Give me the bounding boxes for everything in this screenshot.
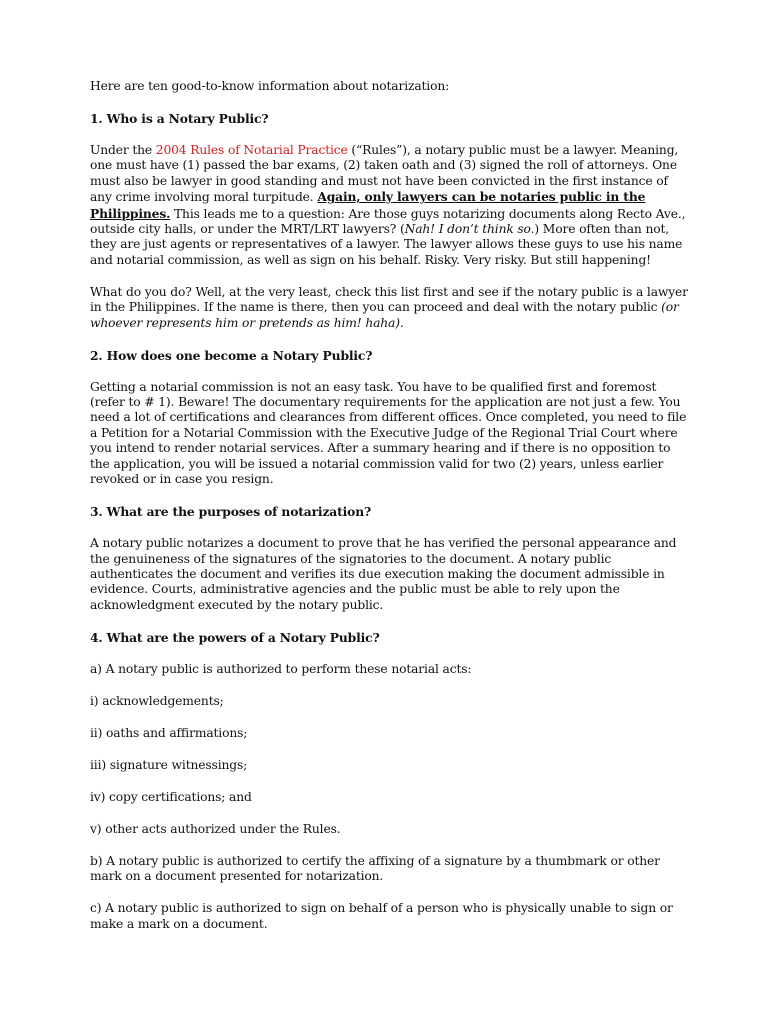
italic-aside: Nah! I don’t think so. — [404, 222, 535, 237]
list-item: i) acknowledgements; — [90, 693, 224, 708]
section-4-item-c: c) A notary public is authorized to sign on behalf of a person who is physically unable to sign or make a mark on a document. — [90, 901, 673, 931]
section-1-paragraph-2 — [90, 285, 690, 331]
section-4-heading: 4. What are the powers of a Notary Public? — [90, 629, 380, 645]
rules-link[interactable]: 2004 Rules of Notarial Practice — [155, 143, 348, 157]
section-2-heading: 2. How does one become a Notary Public? — [90, 347, 373, 363]
list-item: iii) signature witnessings; — [90, 757, 248, 772]
section-1-heading: 1. Who is a Notary Public? — [90, 111, 269, 126]
italic-aside: (or whoever represents him or pretends as him! haha) — [90, 300, 679, 330]
section-3-paragraph: A notary public notarizes a document to prove that he has verified the personal appearance and the genuineness of the signatures of the signatories to the document. A notary public authenticates the document and verifies its due execution making the document admissible in evidence. Courts, administrative agencies and the public must be able to rely upon the acknowledgment executed by the notary public. — [90, 536, 677, 612]
text-run: (“Rules”), a notary public must be a lawyer. Meaning, one must have (1) passed the bar exams, (2) taken oath and (3) signed the roll of attorneys. One must also be lawyer in good standing and must not have been convicted in the first instance of any crime involving moral turpitude. — [90, 143, 679, 205]
text-run: What do you do? Well, at the very least, check this list first and see if the notary public is a lawyer in the Philippines. If the name is there, then you can proceed and deal with the notary public — [90, 284, 688, 315]
text-run: ) More often than not, they are just agents or representatives of a lawyer. The lawyer allows these guys to use his name and notarial commission, as well as sign on his behalf. Risky. Very risky. But still happening! — [90, 222, 683, 267]
section-1-paragraph-1 — [90, 143, 690, 268]
section-2-paragraph: Getting a notarial commission is not an easy task. You have to be qualified first and foremost (refer to # 1). Beware! The documentary requirements for the application are not just a few. You need a lot of certifications and clearances from different offices. Once completed, you need to file a Petition for a Notarial Commission with the Executive Judge of the Regional Trial Court where you intend to render notarial services. After a summary hearing and if there is no opposition to the application, you will be issued a notarial commission valid for two (2) years, unless earlier revoked or in case you resign. — [90, 379, 687, 487]
intro-text: Here are ten good-to-know information about notarization: — [90, 79, 450, 93]
list-item: v) other acts authorized under the Rules. — [90, 821, 341, 836]
document-page — [90, 79, 690, 949]
section-4-item-a: a) A notary public is authorized to perform these notarial acts: — [90, 661, 472, 676]
section-4-item-b: b) A notary public is authorized to certify the affixing of a signature by a thumbmark or other mark on a document presented for notarization. — [90, 853, 660, 884]
emphasis-text: Again, only lawyers can be notaries public in the Philippines. — [90, 189, 646, 221]
list-item: iv) copy certifications; and — [90, 789, 252, 804]
text-run: Under the — [90, 143, 156, 157]
text-run: This leads me to a question: Are those guys notarizing documents along Recto Ave., outside city halls, or under the MRT/LRT lawyers? ( — [90, 206, 686, 237]
text-run: . — [399, 315, 404, 330]
section-3-heading: 3. What are the purposes of notarization? — [90, 504, 372, 520]
list-item: ii) oaths and affirmations; — [90, 725, 248, 740]
